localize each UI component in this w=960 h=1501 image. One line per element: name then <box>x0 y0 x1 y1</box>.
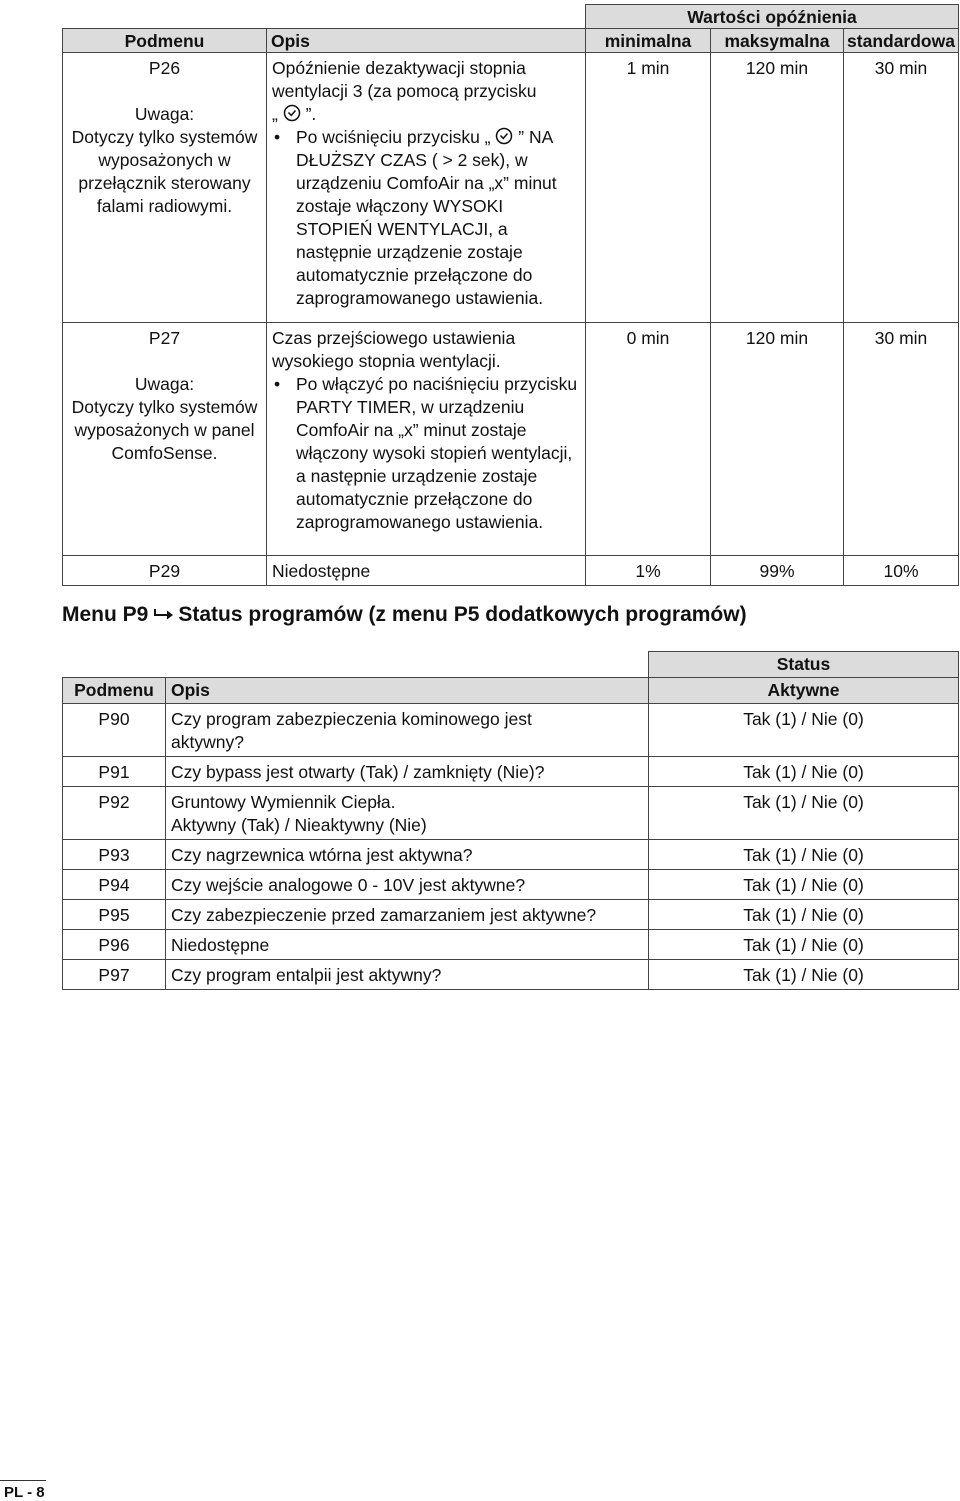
col-header-max: maksymalna <box>711 29 844 53</box>
submenu-note: Uwaga: Dotyczy tylko systemów wyposażonych w panel ComfoSense. <box>71 374 258 463</box>
section-heading-menu: Menu P9 <box>62 603 149 626</box>
table-row <box>63 704 959 757</box>
delay-values-group-header: Wartości opóźnienia <box>586 5 959 29</box>
max-value: 120 min <box>711 53 844 323</box>
description-cell: Czy program zabezpieczenia kominowego jest aktywny? <box>166 704 649 757</box>
description-cell: Czy wejście analogowe 0 - 10V jest aktywne? <box>166 870 649 900</box>
arrow-right-icon <box>152 606 174 620</box>
table-row <box>63 787 959 840</box>
submenu-note: Uwaga: Dotyczy tylko systemów wyposażonych w przełącznik sterowany falami radiowymi. <box>71 104 258 216</box>
max-value: 120 min <box>711 323 844 556</box>
status-value: Tak (1) / Nie (0) <box>649 704 959 757</box>
status-value: Tak (1) / Nie (0) <box>649 930 959 960</box>
default-value: 30 min <box>844 53 959 323</box>
status-value: Tak (1) / Nie (0) <box>649 840 959 870</box>
page-number: PL - 8 <box>0 1480 46 1501</box>
submenu-code: P27 <box>148 328 181 348</box>
status-value: Tak (1) / Nie (0) <box>649 787 959 840</box>
min-value: 1% <box>586 556 711 586</box>
status-value: Tak (1) / Nie (0) <box>649 870 959 900</box>
ventilation-button-icon <box>495 127 513 145</box>
program-status-table <box>62 651 959 990</box>
col-header-active: Aktywne <box>649 678 959 704</box>
submenu-code: P93 <box>63 840 166 870</box>
status-value: Tak (1) / Nie (0) <box>649 757 959 787</box>
submenu-code: P96 <box>63 930 166 960</box>
table-row <box>63 757 959 787</box>
max-value: 99% <box>711 556 844 586</box>
table-row <box>63 930 959 960</box>
submenu-code: P97 <box>63 960 166 990</box>
description-cell: Czy program entalpii jest aktywny? <box>166 960 649 990</box>
bullet-text-b: NA DŁUŻSZY CZAS ( > 2 sek), w urządzeniu ComfoAir na „x” minut zostaje włączony WYSOKI STOPIEŃ WENTYLACJI, a następnie urządzenie zostaje automatycznie przełączone do zaprogramowanego ustawienia. <box>296 127 557 308</box>
description-cell: Czy bypass jest otwarty (Tak) / zamknięty (Nie)? <box>166 757 649 787</box>
description-cell: Opóźnienie dezaktywacji stopnia wentylacji 3 (za pomocą przycisku „ ”. • Po wciśnięciu przycisku „ ” NA DŁUŻSZY CZAS ( > 2 sek), w urządzeniu ComfoAir na „x” minut zostaje włączony WYSOKI STOPIEŃ WENTYLACJI, a następnie urządzenie zostaje automatycznie przełączone do zaprogramowanego ustawienia. <box>267 53 586 323</box>
table-row-p26 <box>63 53 959 323</box>
description-cell: Gruntowy Wymiennik Ciepła. Aktywny (Tak) / Nieaktywny (Nie) <box>166 787 649 840</box>
description-cell <box>267 323 586 556</box>
submenu-cell <box>63 53 267 323</box>
status-value: Tak (1) / Nie (0) <box>649 900 959 930</box>
description-cell: Niedostępne <box>267 556 586 586</box>
description-intro: Opóźnienie dezaktywacji stopnia wentylacji 3 (za pomocą przycisku <box>272 58 537 101</box>
col-header-submenu: Podmenu <box>63 29 267 53</box>
bullet-text-a: Po wciśnięciu przycisku <box>296 127 480 147</box>
table-row-p29 <box>63 556 959 586</box>
bullet-item: • Po włączyć po naciśnięciu przycisku PARTY TIMER, w urządzeniu ComfoAir na „x” minut zostaje włączony wysoki stopień wentylacji, a następnie urządzenie zostaje automatycznie przełączone do zaprogramowanego ustawienia. <box>272 373 581 534</box>
bullet-text: Po włączyć po naciśnięciu przycisku PARTY TIMER, w urządzeniu ComfoAir na „x” minut zostaje włączony wysoki stopień wentylacji, a następnie urządzenie zostaje automatycznie przełączone do zaprogramowanego ustawienia. <box>296 374 578 532</box>
table-row <box>63 960 959 990</box>
table-row <box>63 840 959 870</box>
submenu-code: P90 <box>63 704 166 757</box>
min-value: 0 min <box>586 323 711 556</box>
section-heading <box>62 603 747 627</box>
submenu-code: P95 <box>63 900 166 930</box>
table-row <box>63 900 959 930</box>
submenu-cell <box>63 323 267 556</box>
description-cell: Niedostępne <box>166 930 649 960</box>
default-value: 30 min <box>844 323 959 556</box>
status-value: Tak (1) / Nie (0) <box>649 960 959 990</box>
description-cell: Czy zabezpieczenie przed zamarzaniem jest aktywne? <box>166 900 649 930</box>
ventilation-button-icon <box>283 104 301 122</box>
description-cell: Czy nagrzewnica wtórna jest aktywna? <box>166 840 649 870</box>
min-value: 1 min <box>586 53 711 323</box>
table-row <box>63 870 959 900</box>
col-header-description: Opis <box>166 678 649 704</box>
col-header-description: Opis <box>267 29 586 53</box>
default-value: 10% <box>844 556 959 586</box>
description-intro: Czas przejściowego ustawienia wysokiego stopnia wentylacji. <box>272 328 516 371</box>
table-row-p27 <box>63 323 959 556</box>
section-heading-text: Status programów (z menu P5 dodatkowych programów) <box>178 603 747 626</box>
submenu-code: P26 <box>148 58 181 78</box>
status-group-header: Status <box>649 652 959 678</box>
submenu-code: P91 <box>63 757 166 787</box>
submenu-code: P29 <box>63 556 267 586</box>
col-header-default: standardowa <box>844 29 959 53</box>
submenu-code: P92 <box>63 787 166 840</box>
submenu-code: P94 <box>63 870 166 900</box>
bullet-item: • Po wciśnięciu przycisku „ ” NA DŁUŻSZY CZAS ( > 2 sek), w urządzeniu ComfoAir na „x” minut zostaje włączony WYSOKI STOPIEŃ WENTYLACJI, a następnie urządzenie zostaje automatycznie przełączone do zaprogramowanego ustawienia. <box>274 127 557 308</box>
col-header-min: minimalna <box>586 29 711 53</box>
delay-values-table <box>62 4 959 586</box>
col-header-submenu: Podmenu <box>63 678 166 704</box>
